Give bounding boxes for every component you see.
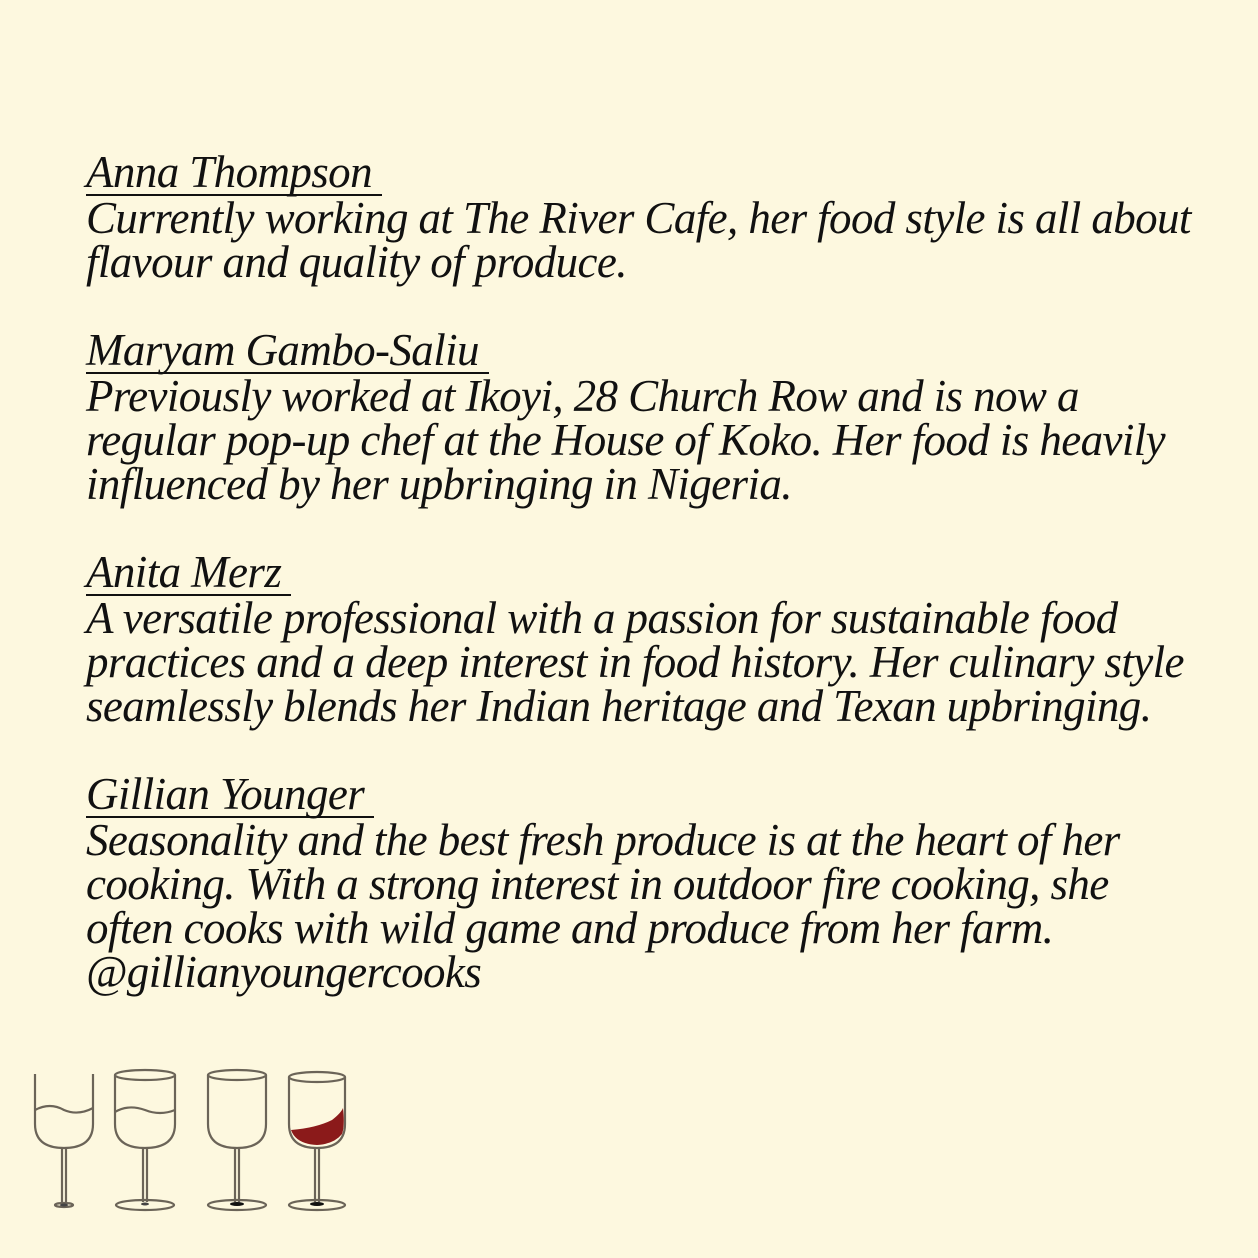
chef-bio: Seasonality and the best fresh produce is at the heart of her cooking. With a strong interest in outdoor fire cooking, she often cooks with wild game and produce from her farm. @gillianyoungercooks xyxy=(86,815,1120,997)
wine-glasses-icon xyxy=(28,1068,358,1218)
chef-bio: A versatile professional with a passion for sustainable food practices and a deep interest in food history. Her culinary style seamlessly blends her Indian heritage and Texan upbringing. xyxy=(86,593,1184,731)
chef-name: Anita Merz xyxy=(86,550,291,596)
chef-bio: Previously worked at Ikoyi, 28 Church Row and is now a regular pop-up chef at the House of Koko. Her food is heavily influenced by her upbringing in Nigeria. xyxy=(86,371,1166,509)
chef-name: Maryam Gambo-Saliu xyxy=(86,328,489,374)
chef-list xyxy=(86,147,1196,1038)
chef-entry-anna-thompson xyxy=(86,147,1196,287)
chef-entry-gillian-younger xyxy=(86,769,1196,997)
wine-glass-icon xyxy=(208,1070,266,1210)
chef-name: Gillian Younger xyxy=(86,772,374,818)
chef-entry-maryam-gambo-saliu xyxy=(86,325,1196,509)
chef-name: Anna Thompson xyxy=(86,150,382,196)
wine-glass-icon xyxy=(115,1070,175,1210)
chef-entry-anita-merz xyxy=(86,547,1196,731)
wine-glass-icon xyxy=(35,1074,93,1207)
chef-bio: Currently working at The River Cafe, her food style is all about flavour and quality of produce. xyxy=(86,193,1191,287)
